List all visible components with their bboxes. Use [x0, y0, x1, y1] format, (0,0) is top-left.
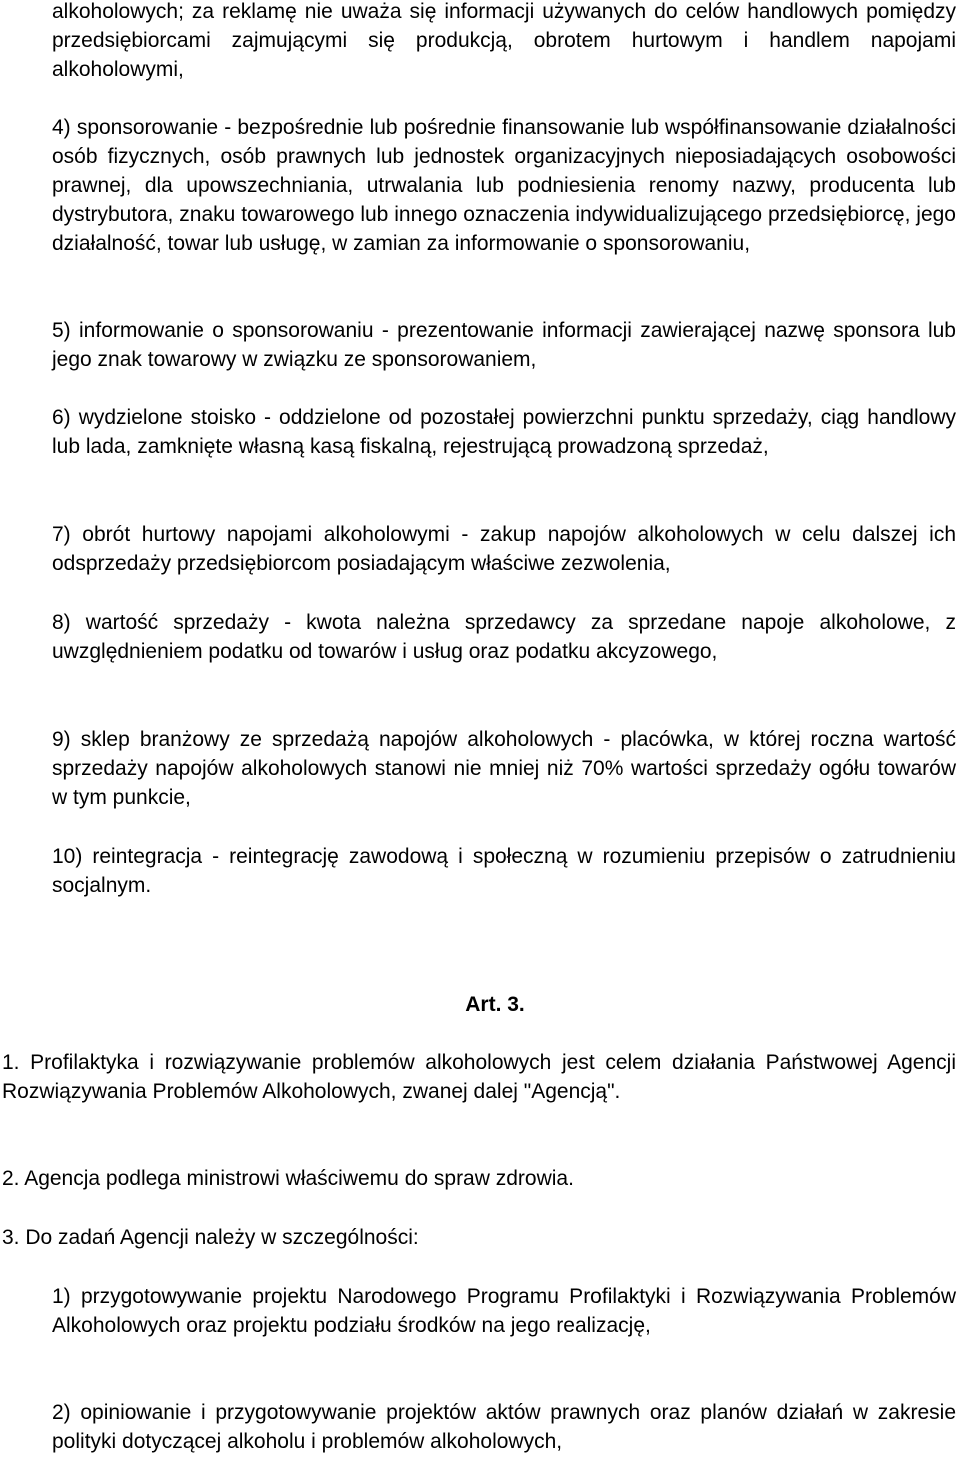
- section-2: 2. Agencja podlega ministrowi właściwemu do spraw zdrowia.: [2, 1167, 574, 1190]
- definition-6-wydzielone-stoisko: 6) wydzielone stoisko - oddzielone od pozostałej powierzchni punktu sprzedaży, ciąg handlowy lub lada, zamknięte własną kasą fiskalną, rejestrującą prowadzoną sprzedaż,: [52, 406, 956, 458]
- task-2: 2) opiniowanie i przygotowywanie projektów aktów prawnych oraz planów działań w zakresie polityki dotyczącej alkoholu i problemów alkoholowych,: [52, 1401, 956, 1453]
- definition-8-wartosc-sprzedazy: 8) wartość sprzedaży - kwota należna sprzedawcy za sprzedane napoje alkoholowe, z uwzględnieniem podatku od towarów i usług oraz podatku akcyzowego,: [52, 611, 956, 663]
- intro-paragraph: alkoholowych; za reklamę nie uważa się informacji używanych do celów handlowych pomiędzy przedsiębiorcami zajmującymi się produkcją, obrotem hurtowym i handlem napojami alkoholowymi,: [52, 0, 956, 81]
- definition-4-sponsorowanie: 4) sponsorowanie - bezpośrednie lub pośrednie finansowanie lub współfinansowanie działalności osób fizycznych, osób prawnych lub jednostek organizacyjnych nieposiadających osobowości prawnej, dla upowszechniania, utrwalania lub podniesienia renomy nazwy, producenta lub dystrybutora, znaku towarowego lub innego oznaczenia indywidualizującego przedsiębiorcę, jego działalność, towar lub usługę, w zamian za informowanie o sponsorowaniu,: [52, 116, 956, 255]
- definition-9-sklep-branzowy: 9) sklep branżowy ze sprzedażą napojów alkoholowych - placówka, w której roczna wartość sprzedaży napojów alkoholowych stanowi nie mniej niż 70% wartości sprzedaży ogółu towarów w tym punkcie,: [52, 728, 956, 809]
- article-heading: Art. 3.: [465, 993, 525, 1016]
- definition-10-reintegracja: 10) reintegracja - reintegrację zawodową i społeczną w rozumieniu przepisów o zatrudnieniu socjalnym.: [52, 845, 956, 897]
- definition-7-obrot-hurtowy: 7) obrót hurtowy napojami alkoholowymi - zakup napojów alkoholowych w celu dalszej ich odsprzedaży przedsiębiorcom posiadającym właściwe zezwolenia,: [52, 523, 956, 575]
- section-3: 3. Do zadań Agencji należy w szczególności:: [2, 1226, 419, 1249]
- definition-5-informowanie: 5) informowanie o sponsorowaniu - prezentowanie informacji zawierającej nazwę sponsora lub jego znak towarowy w związku ze sponsorowaniem,: [52, 319, 956, 371]
- section-1: 1. Profilaktyka i rozwiązywanie problemów alkoholowych jest celem działania Państwowej Agencji Rozwiązywania Problemów Alkoholowych, zwanej dalej "Agencją".: [2, 1051, 956, 1103]
- task-1: 1) przygotowywanie projektu Narodowego Programu Profilaktyki i Rozwiązywania Problemów Alkoholowych oraz projektu podziału środków na jego realizację,: [52, 1285, 956, 1337]
